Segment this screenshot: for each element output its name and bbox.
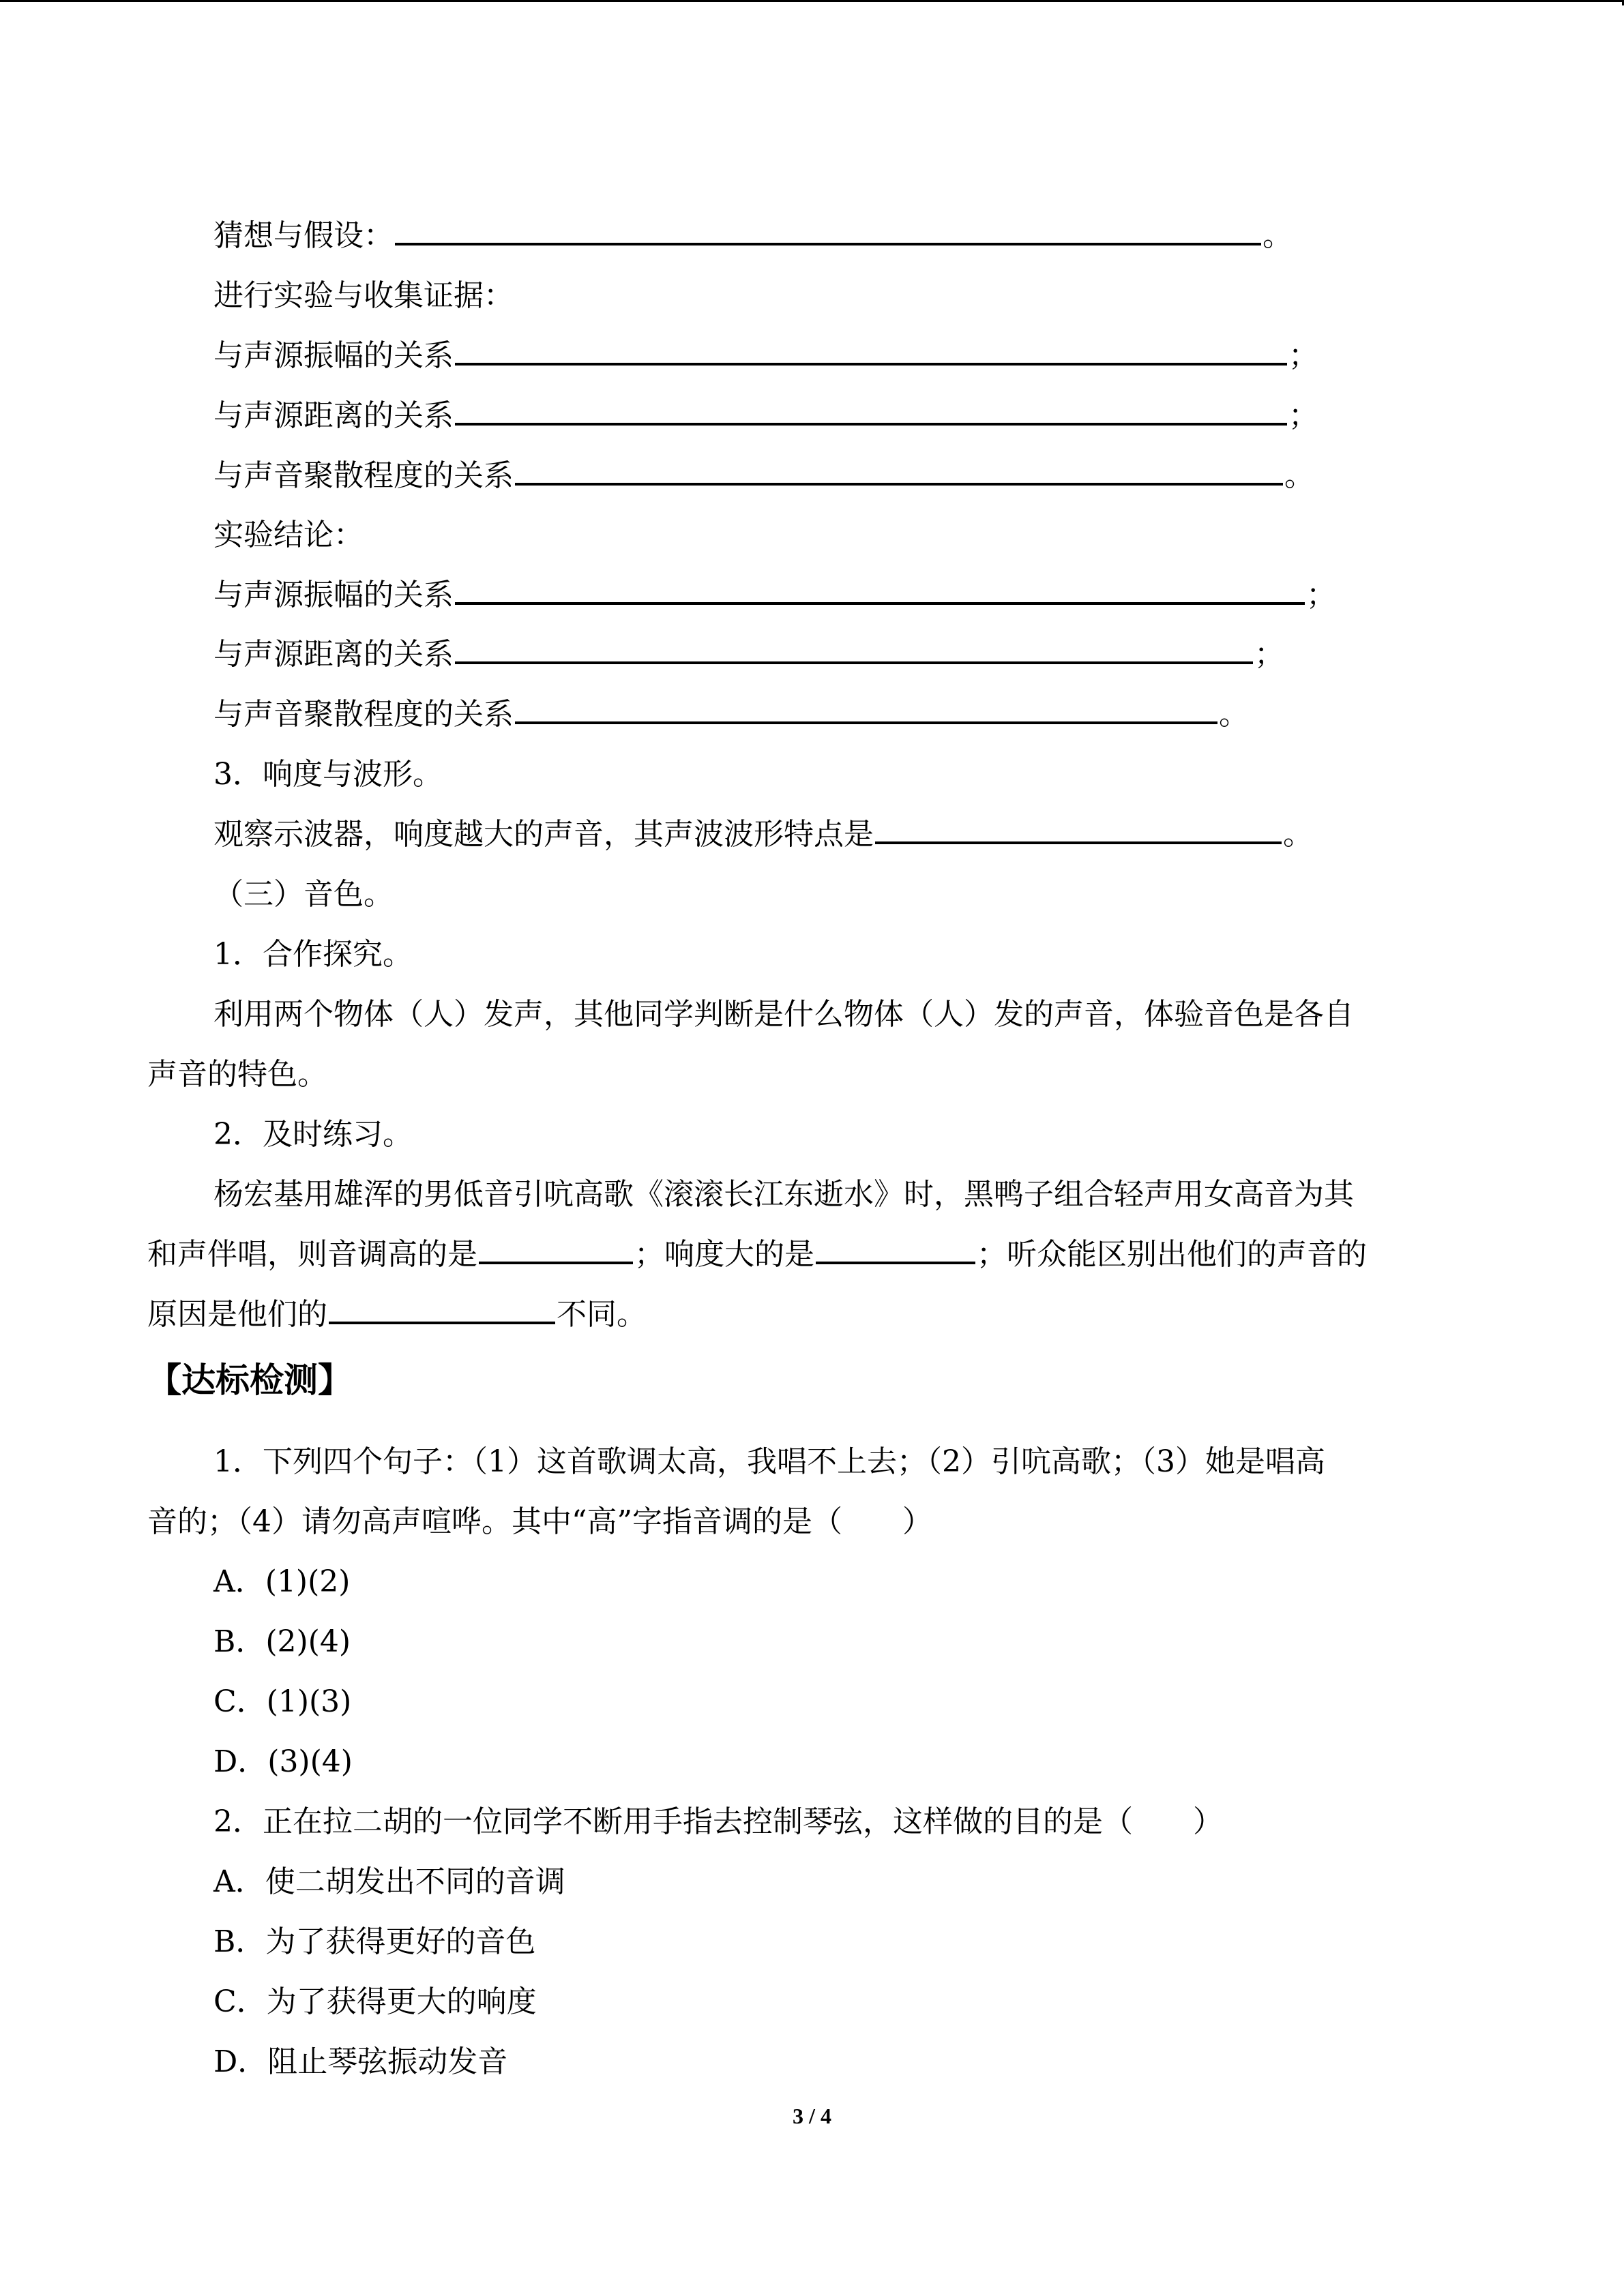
conclusion-title: 实验结论：: [213, 518, 364, 552]
con-amplitude-line: 与声源振幅的关系 ；: [213, 575, 1336, 616]
q1-stem-2: 音的；（4）请勿高声喧哗。其中“高”字指音调的是（ ）: [147, 1504, 932, 1539]
coop-paragraph-2: 声音的特色。: [147, 1057, 327, 1092]
exp-distance-blank[interactable]: [455, 396, 1287, 426]
q2-stem: 2．正在拉二胡的一位同学不断用手指去控制琴弦，这样做的目的是（ ）: [213, 1804, 1223, 1839]
section-heading: 【达标检测】: [147, 1360, 352, 1400]
loud-wave-title: 3．响度与波形。: [213, 757, 443, 792]
q1-option-d[interactable]: D．(3)(4): [213, 1744, 353, 1779]
con-distance-blank[interactable]: [455, 634, 1253, 664]
waveform-blank[interactable]: [875, 814, 1282, 844]
exp-distance-line: 与声源距离的关系 ；: [213, 396, 1318, 436]
q1-option-b[interactable]: B．(2)(4): [213, 1624, 351, 1659]
practice-title: 2．及时练习。: [213, 1117, 413, 1152]
high-pitch-blank[interactable]: [479, 1234, 633, 1264]
loudness-blank[interactable]: [816, 1234, 975, 1264]
hypothesis-label: 猜想与假设：: [213, 218, 394, 253]
experiment-title: 进行实验与收集证据：: [213, 278, 514, 313]
exp-amplitude-line: 与声源振幅的关系 ；: [213, 336, 1318, 376]
q1-option-c[interactable]: C．(1)(3): [213, 1684, 352, 1719]
con-amplitude-blank[interactable]: [455, 575, 1305, 605]
practice-paragraph-3: 原因是他们的 不同。: [147, 1294, 647, 1335]
q2-option-c[interactable]: C．为了获得更大的响度: [213, 1984, 537, 2019]
con-distance-line: 与声源距离的关系 ；: [213, 634, 1284, 675]
exp-dispersion-blank[interactable]: [515, 456, 1283, 486]
q1-stem-1: 1．下列四个句子：（1）这首歌调太高，我唱不上去；（2）引吭高歌；（3）她是唱高: [213, 1444, 1325, 1479]
exp-amplitude-blank[interactable]: [455, 336, 1287, 366]
page-top-border: [0, 0, 1624, 2]
exp-dispersion-line: 与声音聚散程度的关系 。: [213, 456, 1314, 496]
con-dispersion-blank[interactable]: [515, 694, 1217, 724]
loud-wave-question: 观察示波器，响度越大的声音，其声波波形特点是 。: [213, 814, 1313, 855]
coop-paragraph-1: 利用两个物体（人）发声，其他同学判断是什么物体（人）发的声音，体验音色是各自: [213, 997, 1354, 1032]
timbre-title: （三）音色。: [213, 877, 394, 912]
hypothesis-blank[interactable]: [395, 215, 1261, 245]
con-dispersion-line: 与声音聚散程度的关系 。: [213, 694, 1249, 735]
practice-paragraph-1: 杨宏基用雄浑的男低音引吭高歌《滚滚长江东逝水》时，黑鸭子组合轻声用女高音为其: [213, 1177, 1354, 1212]
timbre-blank[interactable]: [329, 1294, 555, 1324]
q2-option-a[interactable]: A．使二胡发出不同的音调: [213, 1864, 565, 1899]
practice-paragraph-2: 和声伴唱，则音调高的是 ；响度大的是 ；听众能区别出他们的声音的: [147, 1234, 1367, 1275]
coop-title: 1．合作探究。: [213, 937, 413, 972]
hypothesis-line: 猜想与假设： 。: [213, 215, 1293, 256]
q2-option-d[interactable]: D．阻止琴弦振动发音: [213, 2044, 508, 2079]
page-number: 3 / 4: [793, 2104, 831, 2128]
q2-option-b[interactable]: B．为了获得更好的音色: [213, 1924, 536, 1959]
q1-option-a[interactable]: A．(1)(2): [213, 1564, 351, 1599]
